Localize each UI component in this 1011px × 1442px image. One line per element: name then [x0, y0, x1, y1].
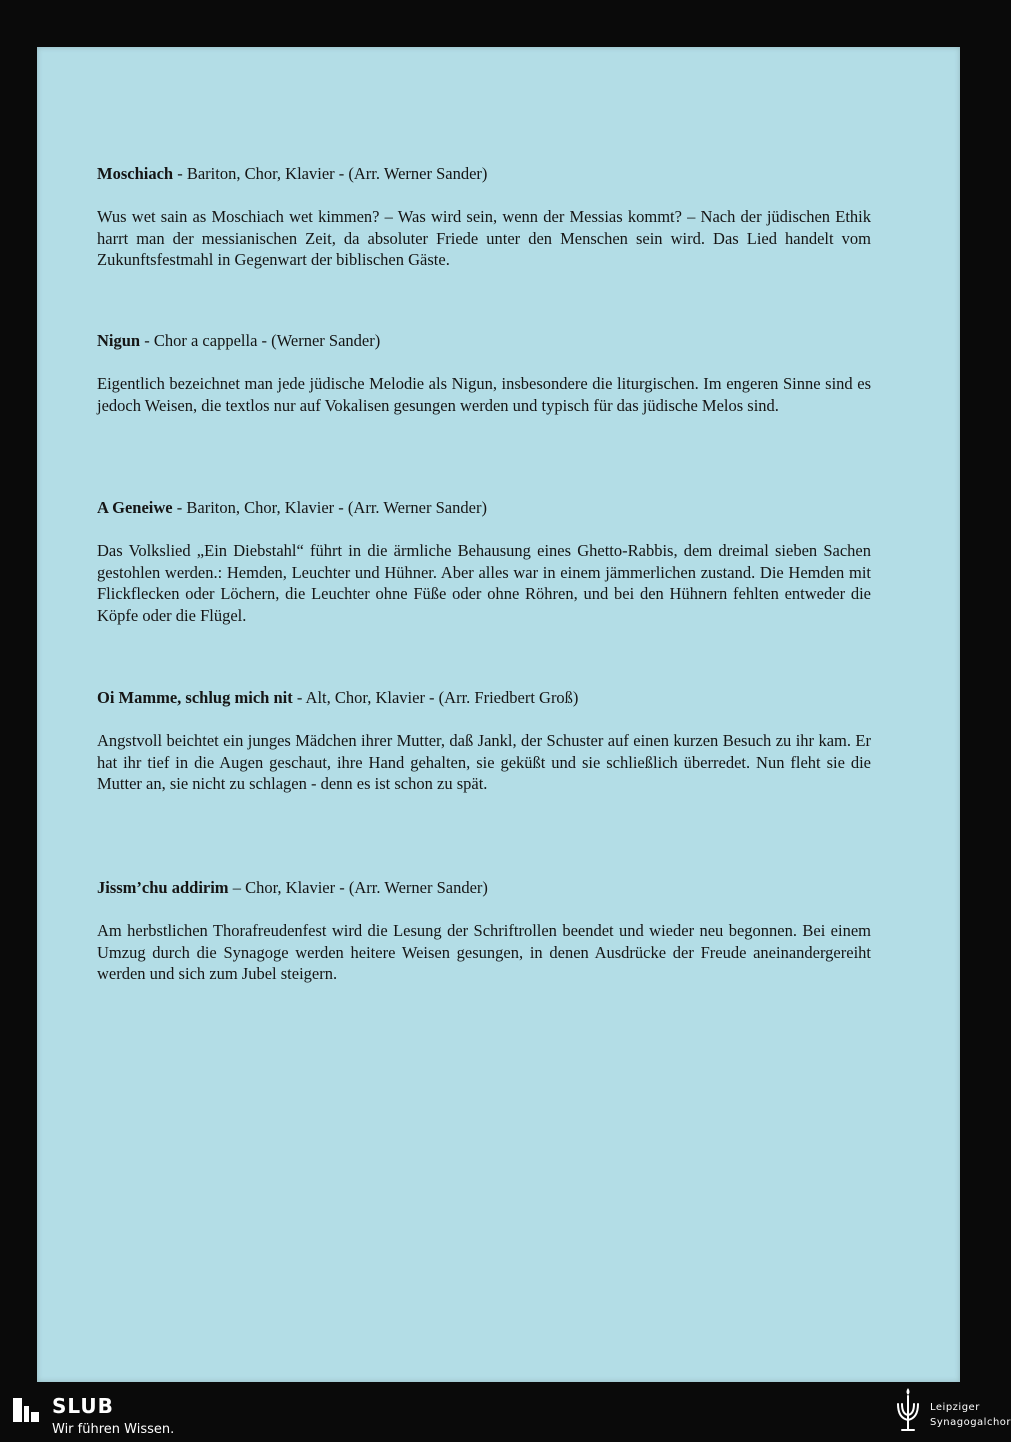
slub-logo-icon: [13, 1398, 39, 1422]
section-text: Am herbstlichen Thorafreudenfest wird die Lesung der Schriftrollen beendet und wieder neu begonnen. Bei einem Umzug durch die Synagoge werden heitere Weisen gesungen, in denen Ausdrücke der Freude aneinandergereiht werden und sich zum Jubel steigern.: [97, 921, 871, 983]
section-text: Angstvoll beichtet ein junges Mädchen ihrer Mutter, daß Jankl, der Schuster auf einen kurzen Besuch zu ihr kam. Er hat ihr tief in die Augen geschaut, ihre Hand gehalten, sie geküßt und sie schließlich überredet. Nun fleht sie die Mutter an, sie nicht zu schlagen - denn es ist schon zu spät.: [97, 731, 871, 793]
section-heading: [97, 164, 871, 184]
section-subtitle: – Chor, Klavier - (Arr. Werner Sander): [228, 878, 488, 897]
section-oi-mamme: [97, 688, 871, 795]
section-nigun: [97, 331, 871, 416]
section-subtitle: - Bariton, Chor, Klavier - (Arr. Werner Sander): [173, 164, 488, 183]
document-page: [37, 47, 960, 1382]
section-moschiach: [97, 164, 871, 271]
library-tagline: Wir führen Wissen.: [52, 1422, 175, 1437]
section-subtitle: - Bariton, Chor, Klavier - (Arr. Werner Sander): [172, 498, 487, 517]
section-title: Moschiach: [97, 164, 174, 183]
section-title: Jissm’chu addirim: [97, 878, 229, 897]
section-title: Oi Mamme, schlug mich nit: [97, 688, 293, 707]
choir-name-line1: Leipziger: [930, 1402, 980, 1413]
section-subtitle: - Chor a cappella - (Werner Sander): [140, 331, 381, 350]
section-text: Wus wet sain as Moschiach wet kimmen? – Was wird sein, wenn der Messias kommt? – Nach der jüdischen Ethik harrt man der messianischen Zeit, da absoluter Friede unter den Menschen sein wird. Das Lied handelt vom Zukunftsfestmahl in Gegenwart der biblischen Gäste.: [97, 207, 871, 269]
section-heading: [97, 688, 871, 708]
section-text: Das Volkslied „Ein Diebstahl“ führt in die ärmliche Behausung eines Ghetto-Rabbis, dem dreimal sieben Sachen gestohlen werden.: Hemden, Leuchter und Hühner. Aber alles war in einem jämmerlichen zustand. Die Hemden mit Flickflecken oder Löchern, die Leuchter ohne Füße oder ohne Röhren, und bei den Hühnern fehlten entweder die Köpfe oder die Flügel.: [97, 541, 871, 625]
menorah-icon: [893, 1386, 923, 1436]
section-text: Eigentlich bezeichnet man jede jüdische Melodie als Nigun, insbesondere die liturgischen. Im engeren Sinne sind es jedoch Weisen, die textlos nur auf Vokalisen gesungen werden und typisch für das jüdische Melos sind.: [97, 374, 871, 415]
section-subtitle: - Alt, Chor, Klavier - (Arr. Friedbert Groß): [292, 688, 579, 707]
section-a-geneiwe: [97, 498, 871, 626]
section-title: A Geneiwe: [97, 498, 173, 517]
library-name: SLUB: [52, 1394, 114, 1418]
section-heading: [97, 878, 871, 898]
section-heading: [97, 498, 871, 518]
section-jissmchu-addirim: [97, 878, 871, 985]
section-heading: [97, 331, 871, 351]
footer-bar: [0, 1384, 1011, 1442]
section-title: Nigun: [97, 331, 141, 350]
choir-name-line2: Synagogalchor: [930, 1417, 1011, 1428]
